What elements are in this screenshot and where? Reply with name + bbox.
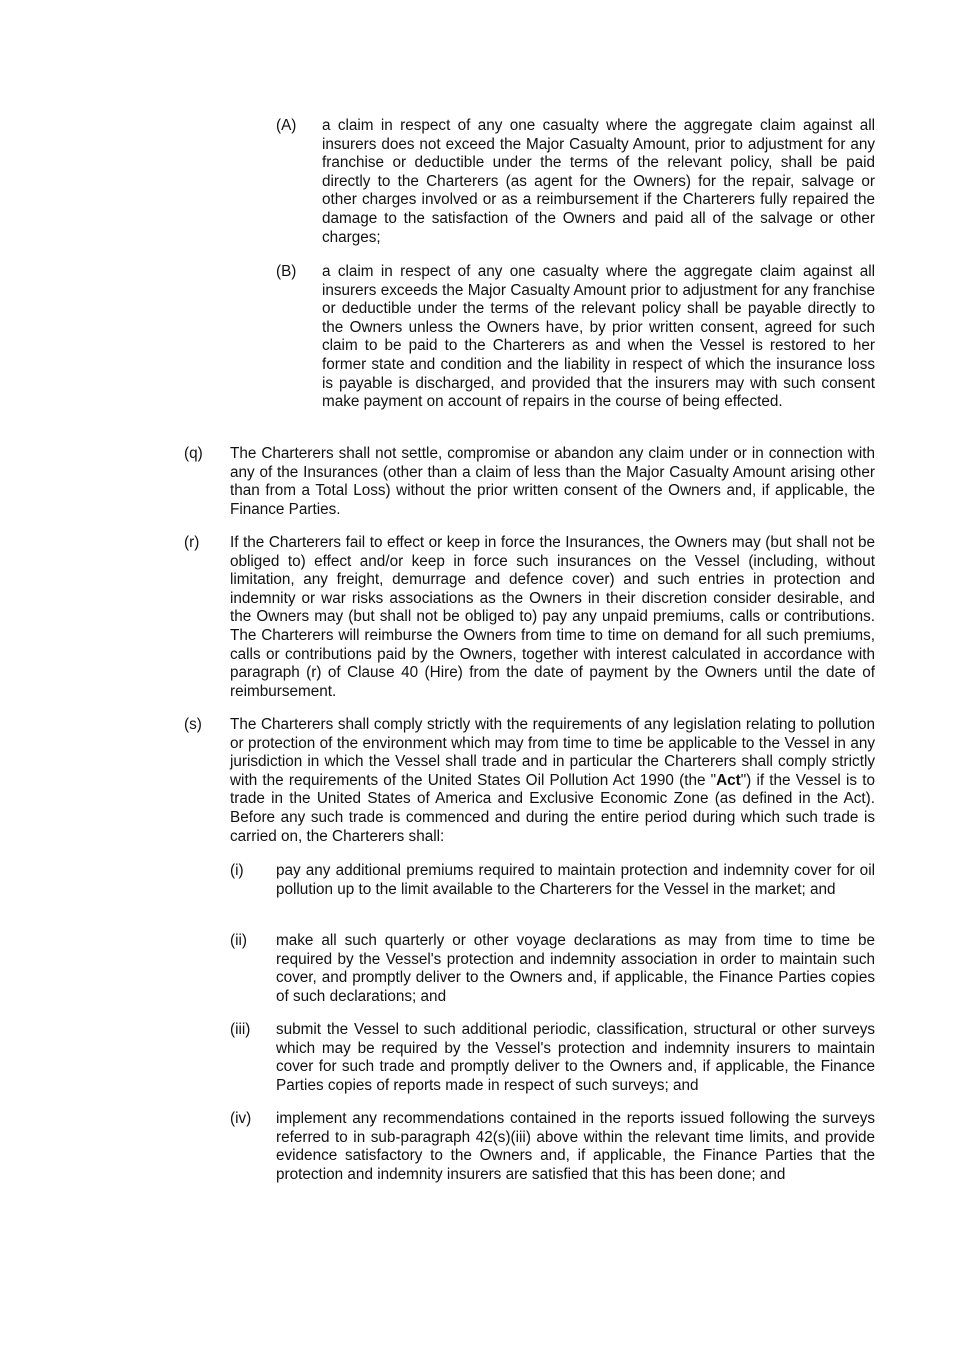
paragraph-s-text-after: ") if the Vessel is to trade in the United States of America and Exclusive Economic Zone (as defined in the Act). Before any such trade is commenced and during the entire period during which such trade is carried on, the Charterers shall:: [230, 771, 875, 845]
sub-item-marker-a: (A): [276, 117, 297, 134]
paragraph-marker-r: (r): [184, 534, 200, 551]
sub-item-text-b: a claim in respect of any one casualty where the aggregate claim against all insurers exceeds the Major Casualty Amount prior to adjustment for any franchise or deductible under the terms of the relevant policy shall be payable directly to the Owners unless the Owners have, by prior written consent, agreed for such claim to be paid to the Charterers as and when the Vessel is restored to her former state and condition and the liability in respect of which the insurance loss is payable is discharged, and provided that the insurers may with such consent make payment on account of repairs in the course of being effected.: [322, 263, 875, 411]
sub-item-text-i: pay any additional premiums required to maintain protection and indemnity cover for oil pollution up to the limit available to the Charterers for the Vessel in the market; and: [276, 862, 875, 898]
sub-item-text-ii: make all such quarterly or other voyage declarations as may from time to time be required by the Vessel's protection and indemnity association in order to maintain such cover, and promptly deliver to the Owners and, if applicable, the Finance Parties copies of such declarations; and: [276, 932, 875, 1005]
paragraph-marker-s: (s): [184, 716, 202, 733]
sub-item-text-iv: implement any recommendations contained in the reports issued following the surveys referred to in sub-paragraph 42(s)(iii) above within the relevant time limits, and provide evidence satisfactory to the Owners and, if applicable, the Finance Parties that the protection and indemnity insurers are satisfied that this has been done; and: [276, 1110, 875, 1183]
defined-term-act: Act: [716, 771, 741, 789]
sub-item-marker-iv: (iv): [230, 1110, 252, 1127]
paragraph-text-s: [230, 716, 875, 846]
sub-item-text-a: a claim in respect of any one casualty where the aggregate claim against all insurers does not exceed the Major Casualty Amount, prior to adjustment for any franchise or deductible under the terms of the relevant policy, shall be paid directly to the Charterers (as agent for the Owners) for the repair, salvage or other charges involved or as a reimbursement if the Charterers fully repaired the damage to the satisfaction of the Owners and paid all of the salvage or other charges;: [322, 117, 875, 246]
sub-item-marker-ii: (ii): [230, 932, 247, 949]
paragraph-marker-q: (q): [184, 445, 203, 462]
sub-item-text-iii: submit the Vessel to such additional periodic, classification, structural or other surveys which may be required by the Vessel's protection and indemnity insurers to maintain cover for such trade and promptly deliver to the Owners and, if applicable, the Finance Parties copies of reports made in respect of such surveys; and: [276, 1021, 875, 1094]
paragraph-text-r: If the Charterers fail to effect or keep in force the Insurances, the Owners may (but shall not be obliged to) effect and/or keep in force such insurances on the Vessel (including, without limitation, any freight, demurrage and defence cover) and such entries in protection and indemnity or war risks associations as the Owners in their discretion consider desirable, and the Owners may (but shall not be obliged to) pay any unpaid premiums, calls or contributions. The Charterers will reimburse the Owners from time to time on demand for all such premiums, calls or contributions paid by the Owners, together with interest calculated in accordance with paragraph (r) of Clause 40 (Hire) from the date of payment by the Owners until the date of reimbursement.: [230, 534, 875, 700]
paragraph-s-text-before: The Charterers shall comply strictly with the requirements of any legislation relating to pollution or protection of the environment which may from time to time be applicable to the Vessel in any jurisdiction in which the Vessel shall trade and in particular the Charterers shall comply strictly with the requirements of the United States Oil Pollution Act 1990 (the ": [230, 716, 875, 789]
paragraph-text-q: The Charterers shall not settle, compromise or abandon any claim under or in connection with any of the Insurances (other than a claim of less than the Major Casualty Amount arising other than from a Total Loss) without the prior written consent of the Owners and, if applicable, the Finance Parties.: [230, 445, 875, 518]
sub-item-marker-b: (B): [276, 263, 297, 280]
sub-item-marker-iii: (iii): [230, 1021, 251, 1038]
sub-item-marker-i: (i): [230, 862, 244, 879]
